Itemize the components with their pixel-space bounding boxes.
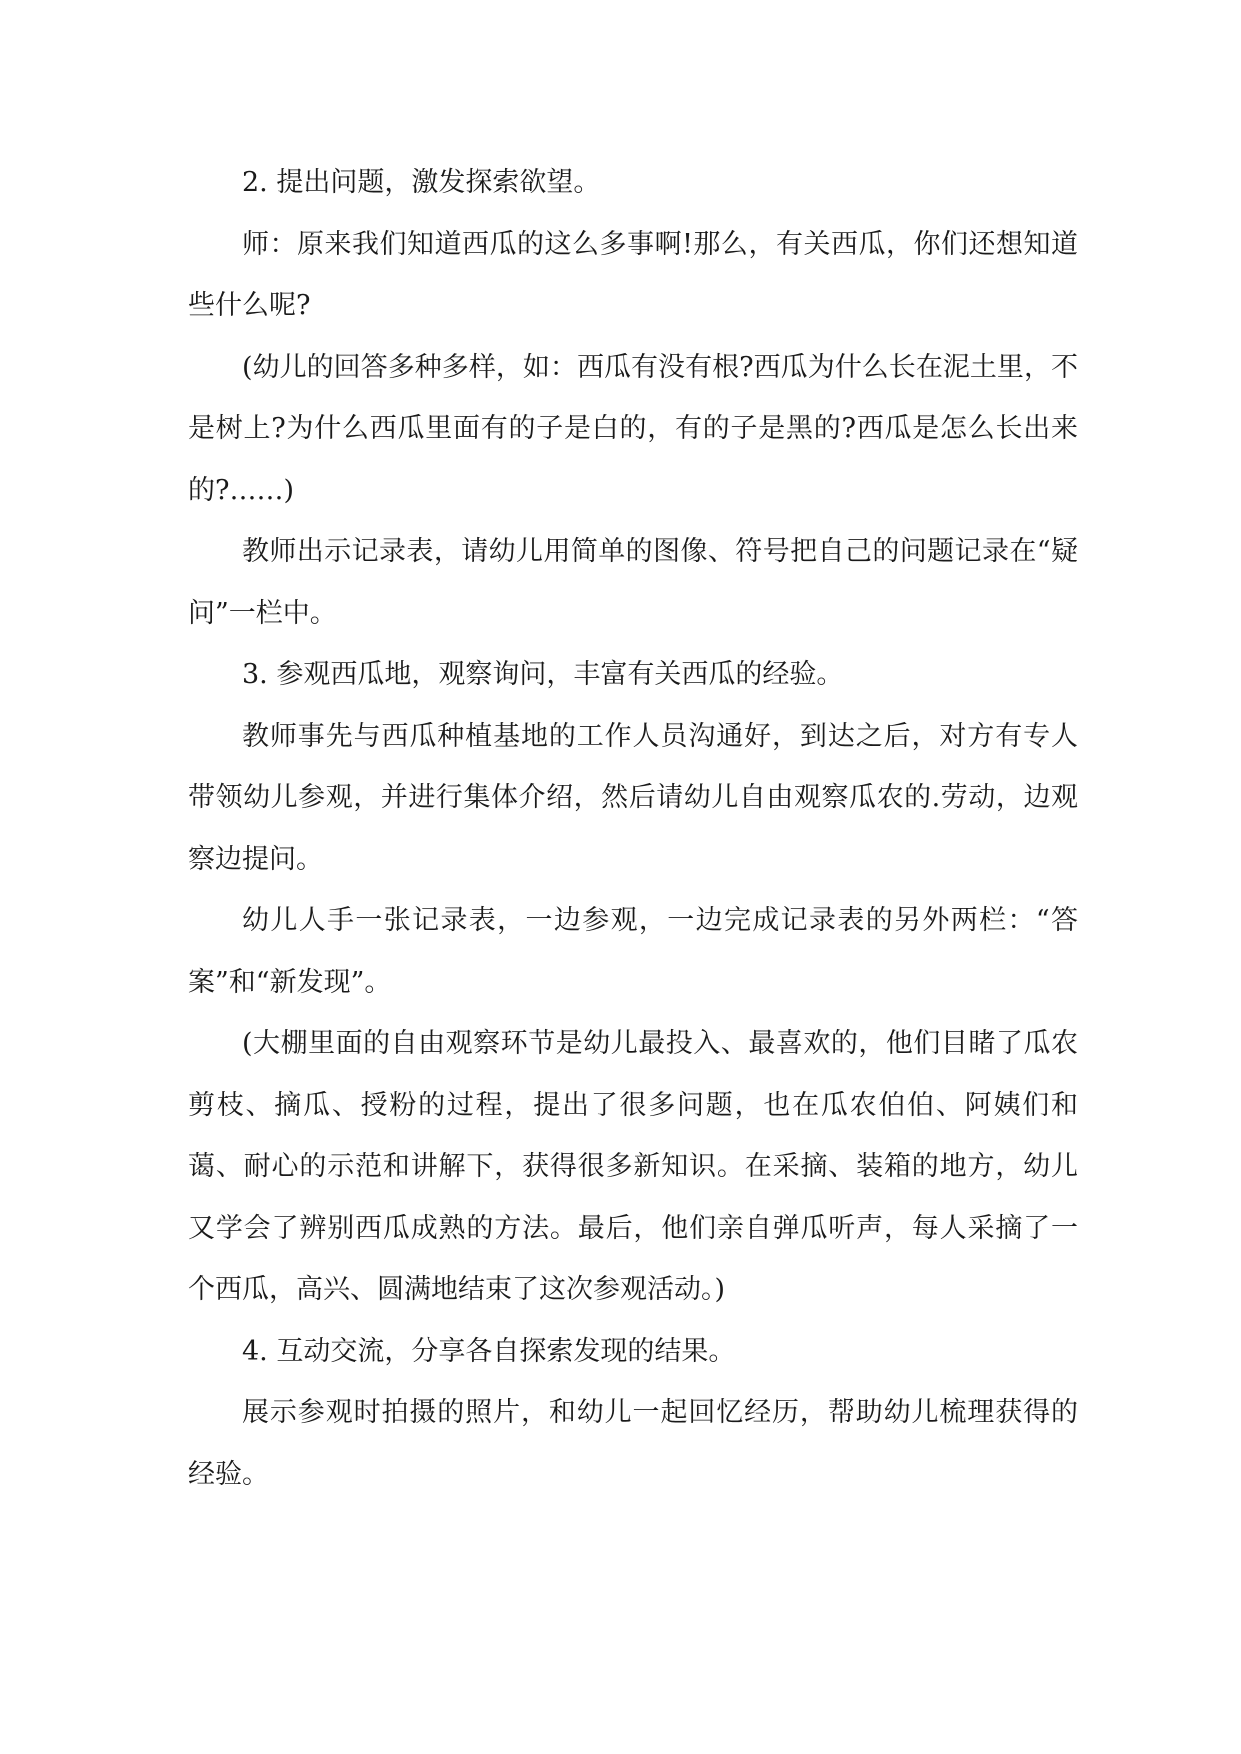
paragraph-children-answers: (幼儿的回答多种多样，如：西瓜有没有根?西瓜为什么长在泥土里，不是树上?为什么西瓜里面有的子是白的，有的子是黑的?西瓜是怎么长出来的?……) (188, 351, 1078, 506)
paragraph-photo-review: 展示参观时拍摄的照片，和幼儿一起回忆经历，帮助幼儿梳理获得的经验。 (188, 1397, 1078, 1490)
paragraph-visit-arrangement: 教师事先与西瓜种植基地的工作人员沟通好，到达之后，对方有专人带领幼儿参观，并进行集体介绍，然后请幼儿自由观察瓜农的.劳动，边观察边提问。 (188, 720, 1078, 875)
paragraph-teacher-question: 师：原来我们知道西瓜的这么多事啊!那么，有关西瓜，你们还想知道些什么呢? (188, 228, 1078, 321)
section-heading-2: 2. 提出问题，激发探索欲望。 (242, 167, 601, 198)
paragraph-record-sheet: 教师出示记录表，请幼儿用简单的图像、符号把自己的问题记录在“疑问”一栏中。 (188, 536, 1078, 629)
section-heading-4: 4. 互动交流，分享各自探索发现的结果。 (242, 1335, 736, 1367)
paragraph-record-columns: 幼儿人手一张记录表，一边参观，一边完成记录表的另外两栏：“答案”和“新发现”。 (188, 905, 1078, 998)
document-body (188, 152, 1078, 1505)
paragraph-greenhouse-observation: (大棚里面的自由观察环节是幼儿最投入、最喜欢的，他们目睹了瓜农剪枝、摘瓜、授粉的过程，提出了很多问题，也在瓜农伯伯、阿姨们和蔼、耐心的示范和讲解下，获得很多新知识。在采摘、装箱的地方，幼儿又学会了辨别西瓜成熟的方法。最后，他们亲自弹瓜听声，每人采摘了一个西瓜，高兴、圆满地结束了这次参观活动。) (188, 1028, 1078, 1305)
section-heading-3: 3. 参观西瓜地，观察询问，丰富有关西瓜的经验。 (242, 659, 844, 690)
